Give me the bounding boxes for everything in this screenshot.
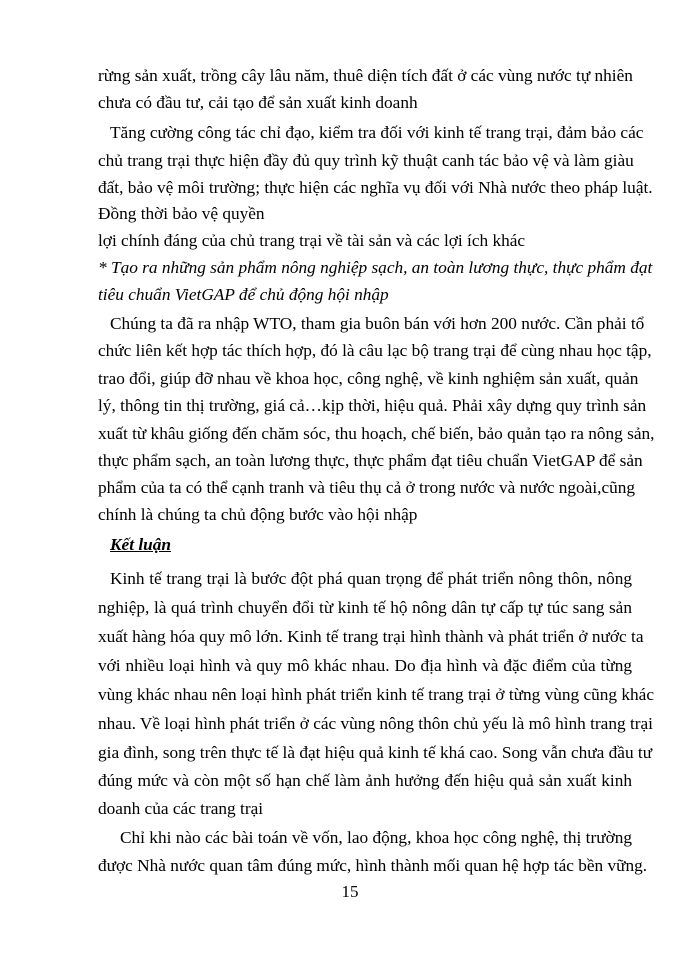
page-number: 15: [341, 882, 359, 901]
text-line: xuất từ khâu giống đến chăm sóc, thu hoạch, chế biến, bảo quản tạo ra nông sản,: [98, 424, 655, 443]
text-line: trao đổi, giúp đỡ nhau về khoa học, công nghệ, về kinh nghiệm sản xuất, quản: [98, 369, 639, 388]
text-line: doanh của các trang trại: [98, 799, 264, 818]
text-line: chưa có đầu tư, cải tạo để sản xuất kinh doanh: [98, 93, 418, 112]
text-line: đúng mức và còn một số hạn chế làm ảnh hưởng đến hiệu quả sản xuất kinh: [98, 771, 632, 790]
text-line: nghiệp, là quá trình chuyển đổi từ kinh tế hộ nông dân tự cấp tự túc sang sản: [98, 598, 632, 617]
text-line: chủ trang trại thực hiện đầy đủ quy trình kỹ thuật canh tác bảo vệ và làm giàu: [98, 151, 634, 170]
text-line: phẩm của ta có thể cạnh tranh và tiêu thụ cả ở trong nước và nước ngoài,cũng: [98, 478, 636, 497]
text-line: Chỉ khi nào các bài toán về vốn, lao động, khoa học công nghệ, thị trường: [120, 828, 632, 847]
text-line: được Nhà nước quan tâm đúng mức, hình thành mối quan hệ hợp tác bền vững.: [98, 856, 648, 875]
italic-text-line: * Tạo ra những sản phẩm nông nghiệp sạch, an toàn lương thực, thực phẩm đạt: [98, 258, 653, 277]
text-line: Kinh tế trang trại là bước đột phá quan trọng để phát triển nông thôn, nông: [110, 569, 632, 588]
text-line: nhau. Về loại hình phát triển ở các vùng nông thôn chủ yếu là mô hình trang trại: [98, 714, 653, 733]
text-line: chức liên kết hợp tác thích hợp, đó là câu lạc bộ trang trại để cùng nhau học tập,: [98, 341, 652, 360]
section-heading: Kết luận: [110, 535, 171, 554]
text-line: Tăng cường công tác chỉ đạo, kiểm tra đối với kinh tế trang trại, đảm bảo các: [110, 123, 644, 142]
text-line: chính là chúng ta chủ động bước vào hội nhập: [98, 505, 418, 524]
text-line: xuất hàng hóa quy mô lớn. Kinh tế trang trại hình thành và phát triển ở nước ta: [98, 627, 644, 646]
text-line: với nhiều loại hình và quy mô khác nhau. Do địa hình và đặc điểm của từng: [98, 656, 632, 675]
text-line: lợi chính đáng của chủ trang trại về tài sản và các lợi ích khác: [98, 231, 526, 250]
text-line: đất, bảo vệ môi trường; thực hiện các nghĩa vụ đối với Nhà nước theo pháp luật.: [98, 178, 653, 197]
text-line: gia đình, song trên thực tế là đạt hiệu quả kinh tế khá cao. Song vẫn chưa đầu tư: [98, 743, 653, 762]
text-line: thực phẩm sạch, an toàn lương thực, thực phẩm đạt tiêu chuẩn VietGAP để sản: [98, 451, 643, 470]
text-line: rừng sản xuất, trồng cây lâu năm, thuê diện tích đất ở các vùng nước tự nhiên: [98, 66, 633, 85]
text-line: lý, thông tin thị trường, giá cả…kịp thời, hiệu quả. Phải xây dựng quy trình sản: [98, 396, 647, 415]
italic-text-line: tiêu chuẩn VietGAP để chủ động hội nhập: [98, 285, 389, 304]
text-line: Đồng thời bảo vệ quyền: [98, 204, 265, 223]
text-line: vùng khác nhau nên loại hình phát triển kinh tế trang trại ở từng vùng cũng khác: [98, 685, 655, 704]
text-line: Chúng ta đã ra nhập WTO, tham gia buôn bán với hơn 200 nước. Cần phải tổ: [110, 314, 645, 333]
